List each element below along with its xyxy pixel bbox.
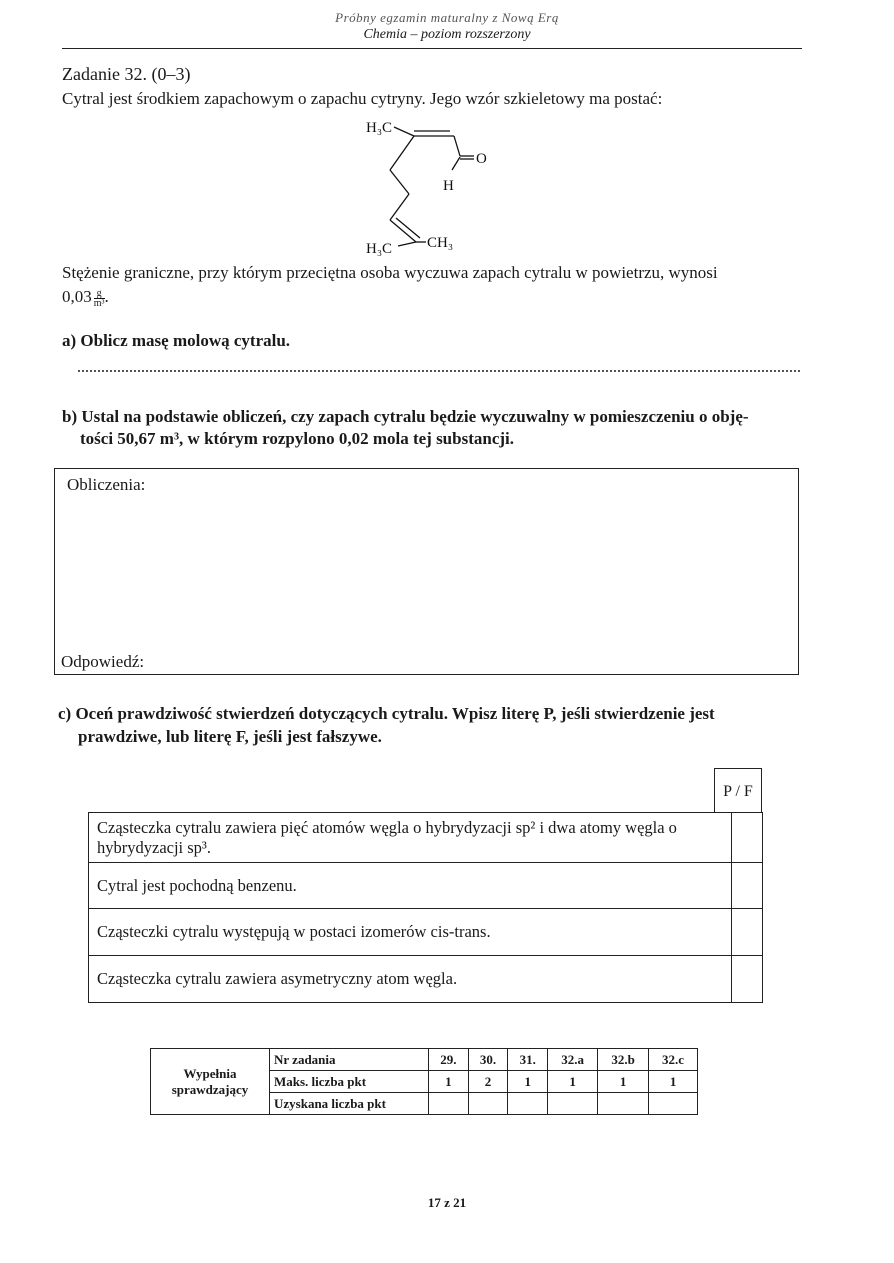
answer-label: Odpowiedź: bbox=[61, 652, 145, 671]
question-c-line2: prawdziwe, lub literę F, jeśli jest fałszywe. bbox=[78, 727, 382, 746]
table-row bbox=[89, 909, 763, 956]
table-row bbox=[89, 863, 763, 909]
header-rule bbox=[62, 48, 802, 49]
task-number: 32.c bbox=[649, 1049, 698, 1071]
question-b-line2: tości 50,67 m³, w którym rozpylono 0,02 mola tej substancji. bbox=[80, 429, 515, 448]
unit-denominator: m³ bbox=[93, 297, 105, 309]
row-got-label: Uzyskana liczba pkt bbox=[270, 1093, 429, 1115]
obtained-points-cell[interactable] bbox=[649, 1093, 698, 1115]
max-points: 1 bbox=[548, 1071, 598, 1093]
citral-structure bbox=[352, 112, 502, 257]
max-points: 1 bbox=[598, 1071, 649, 1093]
pf-answer-cell[interactable] bbox=[732, 909, 763, 956]
calculation-label: Obliczenia: bbox=[67, 475, 146, 494]
label-hydrogen: H bbox=[443, 178, 454, 194]
pf-answer-cell[interactable] bbox=[732, 956, 763, 1003]
statement-text: Cząsteczki cytralu występują w postaci izomerów cis-trans. bbox=[89, 909, 732, 956]
calculation-box[interactable] bbox=[54, 468, 799, 675]
pf-header: P / F bbox=[714, 768, 762, 812]
task-number: 32.b bbox=[598, 1049, 649, 1071]
label-h3c-top: H₃C bbox=[366, 120, 393, 136]
statement-text: Cząsteczka cytralu zawiera asymetryczny atom węgla. bbox=[89, 956, 732, 1003]
concentration-text: Stężenie graniczne, przy którym przeciętna osoba wyczuwa zapach cytralu w powietrzu, wynosi bbox=[62, 263, 718, 282]
obtained-points-cell[interactable] bbox=[548, 1093, 598, 1115]
unit-numerator: g bbox=[94, 289, 105, 299]
answer-a-line[interactable] bbox=[78, 370, 800, 372]
table-row bbox=[151, 1049, 698, 1071]
obtained-points-cell[interactable] bbox=[508, 1093, 548, 1115]
exam-header: Próbny egzamin maturalny z Nową Erą bbox=[335, 10, 559, 25]
max-points: 1 bbox=[508, 1071, 548, 1093]
row-task-label: Nr zadania bbox=[270, 1049, 429, 1071]
score-filler: Wypełnia sprawdzający bbox=[151, 1049, 270, 1115]
statements-table bbox=[88, 812, 763, 1003]
concentration-end: . bbox=[104, 287, 109, 306]
page-number: 17 z 21 bbox=[427, 1195, 467, 1210]
concentration-unit bbox=[94, 289, 105, 308]
row-max-label: Maks. liczba pkt bbox=[270, 1071, 429, 1093]
task-number: 30. bbox=[468, 1049, 508, 1071]
task-title: Zadanie 32. (0–3) bbox=[62, 64, 191, 84]
label-ch3-bottom: CH₃ bbox=[427, 235, 454, 251]
concentration-value: 0,03 bbox=[62, 287, 92, 306]
max-points: 2 bbox=[468, 1071, 508, 1093]
max-points: 1 bbox=[429, 1071, 469, 1093]
task-number: 29. bbox=[429, 1049, 469, 1071]
concentration-value-line bbox=[62, 287, 109, 308]
task-intro: Cytral jest środkiem zapachowym o zapachu cytryny. Jego wzór szkieletowy ma postać: bbox=[62, 89, 663, 108]
question-a: a) Oblicz masę molową cytralu. bbox=[62, 331, 291, 350]
score-table bbox=[150, 1048, 698, 1115]
obtained-points-cell[interactable] bbox=[468, 1093, 508, 1115]
task-number: 32.a bbox=[548, 1049, 598, 1071]
subject-header: Chemia – poziom rozszerzony bbox=[363, 27, 531, 42]
task-number: 31. bbox=[508, 1049, 548, 1071]
statement-text: Cytral jest pochodną benzenu. bbox=[89, 863, 732, 909]
question-b-line1: b) Ustal na podstawie obliczeń, czy zapach cytralu będzie wyczuwalny w pomieszczeniu o obję- bbox=[62, 407, 749, 426]
obtained-points-cell[interactable] bbox=[429, 1093, 469, 1115]
table-row bbox=[89, 956, 763, 1003]
label-h3c-bottom: H₃C bbox=[366, 241, 393, 257]
max-points: 1 bbox=[649, 1071, 698, 1093]
label-oxygen: O bbox=[476, 151, 487, 167]
statement-text: Cząsteczka cytralu zawiera pięć atomów węgla o hybrydyzacji sp² i dwa atomy węgla o hybrydyzacji sp³. bbox=[89, 813, 732, 863]
question-c-line1: c) Oceń prawdziwość stwierdzeń dotyczących cytralu. Wpisz literę P, jeśli stwierdzenie jest bbox=[58, 704, 715, 723]
table-row bbox=[89, 813, 763, 863]
pf-answer-cell[interactable] bbox=[732, 813, 763, 863]
obtained-points-cell[interactable] bbox=[598, 1093, 649, 1115]
pf-answer-cell[interactable] bbox=[732, 863, 763, 909]
